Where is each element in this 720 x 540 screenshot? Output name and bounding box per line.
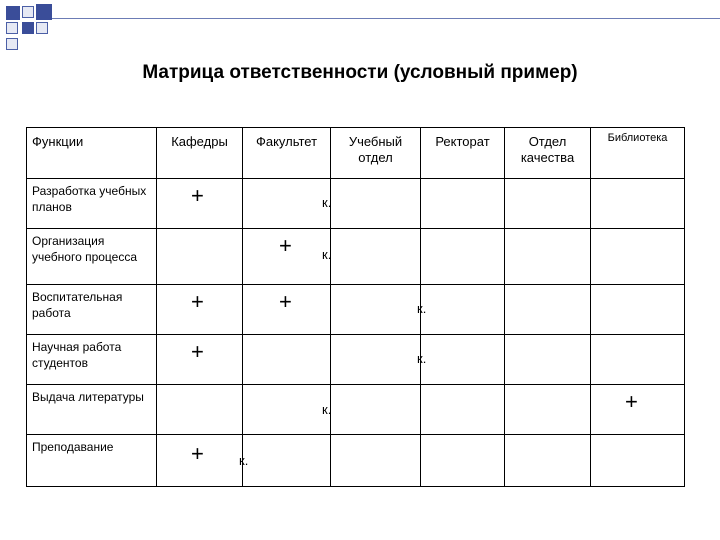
decor-line <box>52 18 720 19</box>
matrix-cell <box>421 385 505 435</box>
matrix-cell <box>505 179 591 229</box>
matrix-cell <box>243 385 331 435</box>
decor-square <box>22 6 34 18</box>
responsible-mark: + <box>191 339 204 364</box>
header-cell <box>27 128 157 179</box>
function-label: Научная работа студентов <box>32 340 122 370</box>
matrix-cell <box>243 335 331 385</box>
responsible-mark: + <box>625 389 638 414</box>
coordination-mark: к. <box>417 301 427 316</box>
function-cell <box>27 385 157 435</box>
matrix-cell <box>243 229 331 285</box>
decor-square <box>36 4 52 20</box>
matrix-cell <box>505 435 591 487</box>
coordination-mark: к. <box>322 402 332 417</box>
matrix-cell <box>417 285 505 335</box>
matrix-cell <box>157 229 243 285</box>
header-cell <box>243 128 331 179</box>
column-header-faculty: Факультет <box>255 134 318 149</box>
header-cell <box>591 128 685 179</box>
header-row <box>27 128 685 179</box>
column-header-library: Библиотека <box>607 132 668 144</box>
coordination-mark: к. <box>322 247 332 262</box>
header-cell <box>505 128 591 179</box>
coordination-mark: к. <box>239 453 249 468</box>
matrix-cell <box>591 435 685 487</box>
table-row <box>27 285 685 335</box>
responsible-mark: + <box>279 233 292 258</box>
responsibility-matrix <box>26 127 685 487</box>
matrix-cell <box>157 385 243 435</box>
table-row <box>27 435 685 487</box>
matrix-cell <box>591 335 685 385</box>
matrix-cell <box>591 385 685 435</box>
matrix-cell <box>331 435 421 487</box>
matrix-cell <box>243 285 331 335</box>
matrix-cell <box>331 285 421 335</box>
responsible-mark: + <box>279 289 292 314</box>
responsible-mark: + <box>191 183 204 208</box>
function-cell <box>27 335 157 385</box>
responsible-mark: + <box>191 441 204 466</box>
function-label: Разработка учебных планов <box>32 184 147 214</box>
table-row <box>27 385 685 435</box>
function-label: Организация учебного процесса <box>32 234 138 264</box>
matrix-cell <box>322 385 421 435</box>
matrix-cell <box>243 179 331 229</box>
function-cell <box>27 435 157 487</box>
coordination-mark: к. <box>322 195 332 210</box>
matrix-cell <box>322 229 421 285</box>
matrix-cell <box>505 385 591 435</box>
table-row <box>27 229 685 285</box>
function-cell <box>27 229 157 285</box>
matrix-cell <box>157 285 243 335</box>
matrix-cell <box>322 179 421 229</box>
matrix-cell <box>591 179 685 229</box>
matrix-cell <box>157 435 243 487</box>
column-header-academic-dept: Учебный отдел <box>348 134 403 165</box>
matrix-cell <box>505 285 591 335</box>
matrix-cell <box>591 229 685 285</box>
matrix-cell <box>417 335 505 385</box>
function-cell <box>27 179 157 229</box>
decor-square <box>6 6 20 20</box>
header-cell <box>331 128 421 179</box>
matrix-cell <box>505 229 591 285</box>
function-label: Преподавание <box>32 440 114 454</box>
responsible-mark: + <box>191 289 204 314</box>
column-header-rectorate: Ректорат <box>435 134 490 149</box>
decor-square <box>36 22 48 34</box>
column-header-quality-dept: Отдел качества <box>520 134 575 165</box>
matrix-cell <box>239 435 331 487</box>
header-cell <box>157 128 243 179</box>
matrix-cell <box>421 229 505 285</box>
page-title: Матрица ответственности (условный пример) <box>142 62 578 83</box>
function-cell <box>27 285 157 335</box>
decor-square <box>6 38 18 50</box>
header-cell <box>421 128 505 179</box>
matrix-cell <box>421 179 505 229</box>
column-header-functions: Функции <box>32 134 84 149</box>
coordination-mark: к. <box>417 351 427 366</box>
table-row <box>27 179 685 229</box>
matrix-cell <box>591 285 685 335</box>
decor-square <box>6 22 18 34</box>
table-row <box>27 335 685 385</box>
matrix-cell <box>505 335 591 385</box>
column-header-departments: Кафедры <box>171 134 228 149</box>
matrix-cell <box>421 435 505 487</box>
matrix-cell <box>157 335 243 385</box>
matrix-cell <box>157 179 243 229</box>
function-label: Выдача литературы <box>32 390 144 404</box>
function-label: Воспитательная работа <box>32 290 123 320</box>
decor-square <box>22 22 34 34</box>
matrix-cell <box>331 335 421 385</box>
